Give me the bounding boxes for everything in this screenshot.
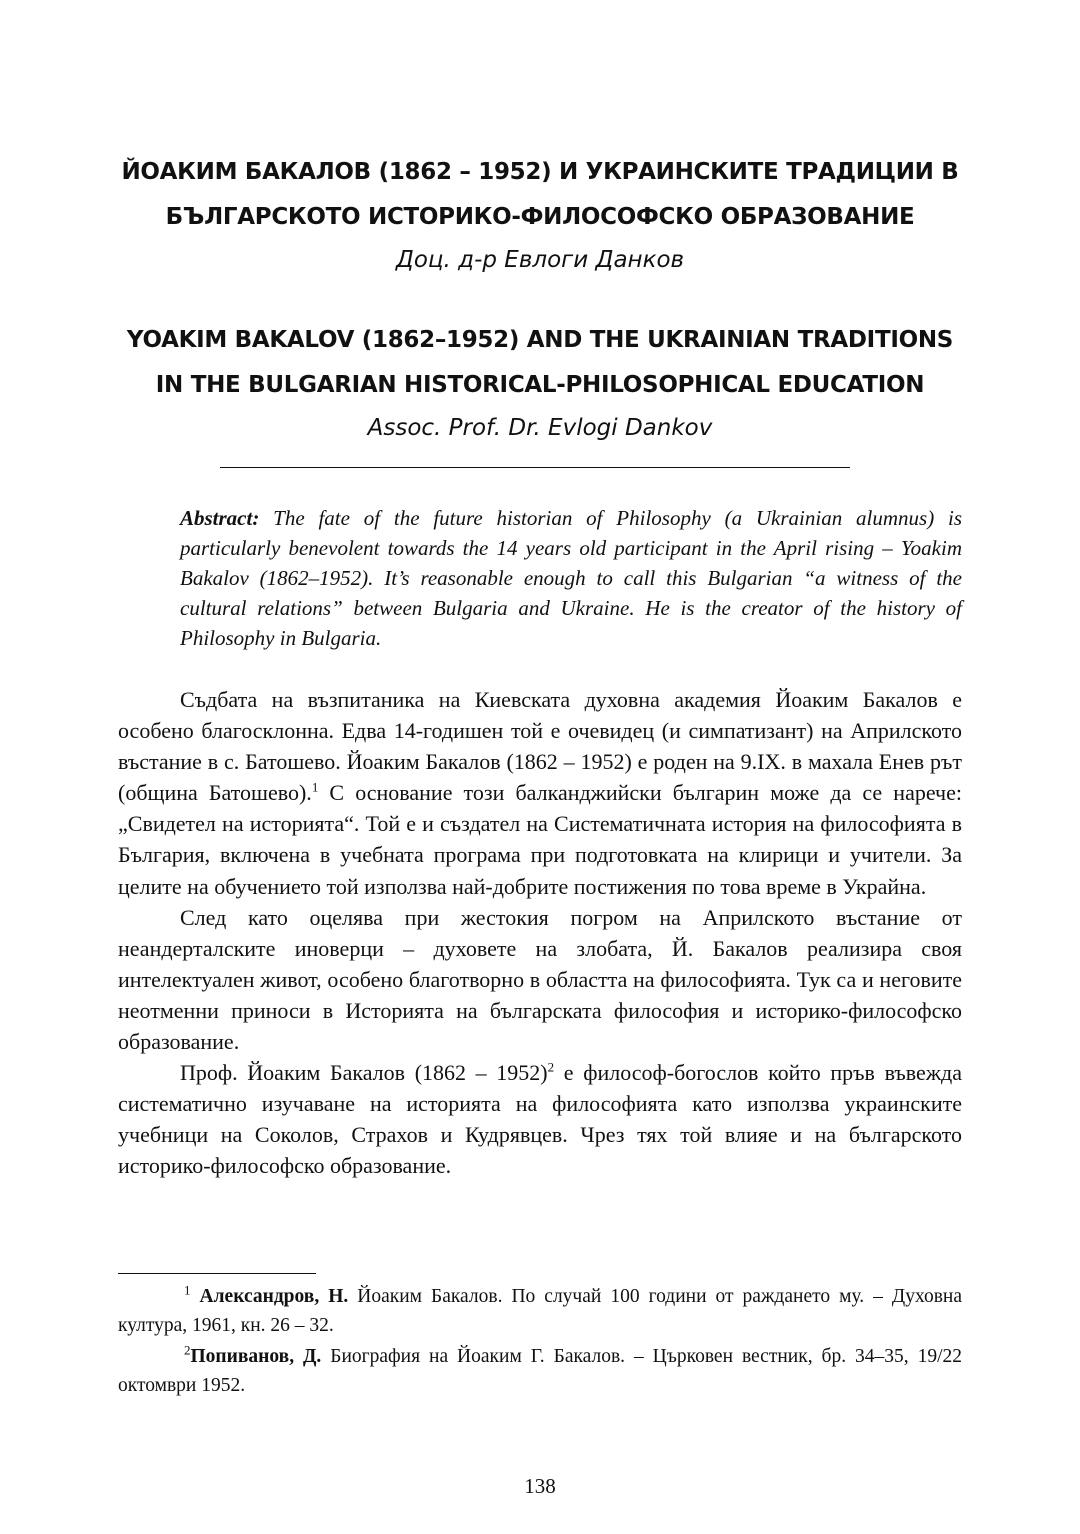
paragraph-1-part-a: Съдбата на възпитаника на Киевската духовна академия Йоаким Бакалов е особено благосклонна. Едва 14-годишен той е очевидец (и симпатизант) на Априлското въстание в с. Батошево. Йоаким Бакалов (1862 – 1952) е роден на 9.IX. в махала Енев рът (община Батошево).: [118, 687, 962, 806]
paragraph-1: [118, 684, 962, 902]
abstract-label: Abstract:: [180, 506, 260, 530]
paragraph-3-part-b: е философ-богослов който пръв въвежда систематично изучаване на историята на философията като използва украинските учебници на Соколов, Страхов и Кудрявцев. Чрез тях той влияе и на българското историко-философско образование.: [118, 1060, 962, 1179]
page-number: 138: [524, 1474, 556, 1498]
english-title-line-1: YOAKIM BAKALOV (1862–1952) AND THE UKRAINIAN TRADITIONS: [126, 327, 954, 353]
footnote-2-number: 2: [184, 1342, 191, 1358]
paragraph-3: [118, 1057, 962, 1181]
bulgarian-title-line-2: БЪЛГАРСКОТО ИСТОРИКО-ФИЛОСОФСКО ОБРАЗОВАНИЕ: [165, 204, 915, 230]
footnote-2-text: Биография на Йоаким Г. Бакалов. – Църковен вестник, бр. 34–35, 19/22 октомври 1952.: [118, 1346, 962, 1396]
footnote-2-author: Попиванов, Д.: [190, 1346, 322, 1367]
bulgarian-title-block: [100, 150, 980, 280]
abstract: [180, 503, 962, 653]
title-divider: [220, 467, 850, 468]
footnote-1-author: Александров, Н.: [199, 1286, 349, 1307]
bulgarian-author: Доц. д-р Евлоги Данков: [395, 247, 685, 273]
footnote-ref-1: 1: [311, 779, 319, 795]
bulgarian-title-line-1: ЙОАКИМ БАКАЛОВ (1862 – 1952) И УКРАИНСКИТЕ ТРАДИЦИИ В: [121, 159, 959, 185]
footnotes: [118, 1283, 962, 1403]
footnote-ref-2: 2: [547, 1059, 555, 1075]
english-author: Assoc. Prof. Dr. Evlogi Dankov: [367, 415, 713, 441]
footnote-divider: [118, 1273, 316, 1274]
footnote-1: [118, 1283, 962, 1340]
english-title-block: [100, 318, 980, 448]
footnote-1-number: 1: [184, 1282, 191, 1298]
paragraph-3-part-a: Проф. Йоаким Бакалов (1862 – 1952): [180, 1060, 548, 1086]
footnote-1-text: Йоаким Бакалов. По случай 100 години от раждането му. – Духовна култура, 1961, кн. 26 – 32.: [118, 1286, 963, 1336]
footnote-2: [118, 1343, 962, 1400]
abstract-text: The fate of the future historian of Philosophy (a Ukrainian alumnus) is particularly benevolent towards the 14 years old participant in the April rising – Yoakim Bakalov (1862–1952). It’s reasonable enough to call this Bulgarian “a witness of the cultural relations” between Bulgaria and Ukraine. He is the creator of the history of Philosophy in Bulgaria.: [180, 506, 962, 650]
paragraph-2: След като оцелява при жестокия погром на Априлското въстание от неандерталските иноверци – духовете на злобата, Й. Бакалов реализира своя интелектуален живот, особено благотворно в областта на философията. Тук са и неговите неотменни приноси в Историята на българската философия и историко-философско образование.: [118, 904, 962, 1055]
body-text: [118, 684, 962, 1182]
english-title-line-2: IN THE BULGARIAN HISTORICAL-PHILOSOPHICAL EDUCATION: [155, 372, 925, 398]
paragraph-1-part-b: С основание този балканджийски българин може да се нарече: „Свидетел на историята“. Той е и създател на Систематичната история на философията в България, включена в учебната програма при подготовката на клирици и учители. За целите на обучението той използва най-добрите постижения по това време в Украйна.: [118, 780, 963, 899]
